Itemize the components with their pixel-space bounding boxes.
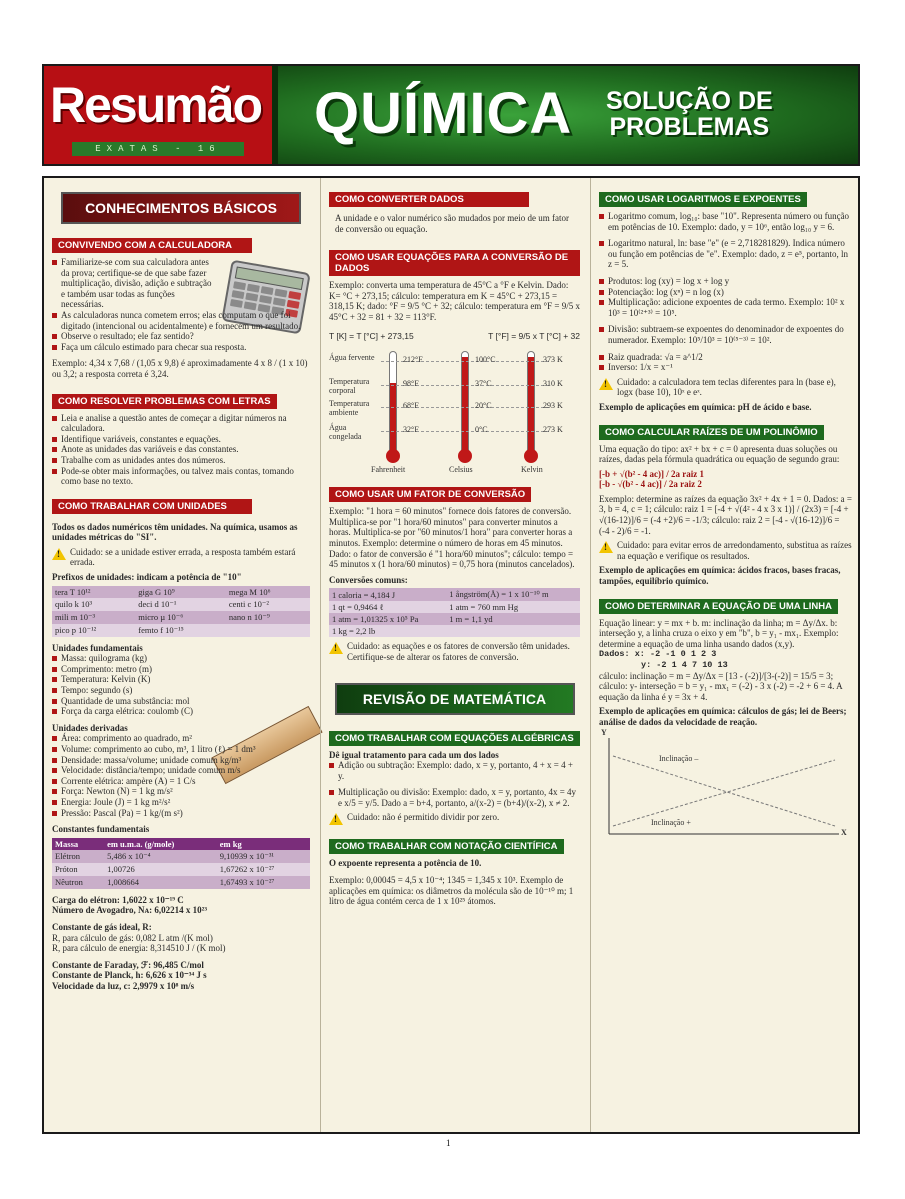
section-heading-math: REVISÃO DE MATEMÁTICA xyxy=(335,683,575,715)
list-item: Produtos: log (xy) = log x + log y xyxy=(599,276,852,287)
table-row xyxy=(52,876,310,889)
line-text: Equação linear: y = mx + b. m: inclinação da linha; m = Δy/Δx. b: interseção y, a linha cruza o eixo y em "b", b = y₁ - mx₁. Exemplo: determine a equação de uma linha usando dados (x,y). xyxy=(599,617,839,649)
temp-k-1: 373 K xyxy=(543,355,563,365)
table-cell: 9,10939 x 10⁻³¹ xyxy=(219,850,274,861)
algebra-warning-text: Cuidado: não é permitido dividir por zero. xyxy=(347,812,500,823)
table-cell: Elétron xyxy=(55,851,81,862)
list-item: Comprimento: metro (m) xyxy=(52,664,310,675)
list-item: Temperatura: Kelvin (K) xyxy=(52,674,310,685)
line-data-x: Dados: x: -2 -1 0 1 2 3 xyxy=(599,649,717,660)
page-subtitle xyxy=(606,88,773,140)
column-3 xyxy=(590,178,860,1132)
list-item: Familiarize-se com sua calculadora antes da prova; certifique-se de que sabe fazer multiplicação, divisão, adição e subtração e também usar todas as funções necessárias. xyxy=(52,257,308,310)
kelvin-thermometer xyxy=(527,351,535,455)
table-header: em kg xyxy=(217,838,310,850)
table-cell: 1,67493 x 10⁻²⁷ xyxy=(219,876,275,887)
formula-fahrenheit: T [°F] = 9/5 x T [°C] + 32 xyxy=(488,330,580,341)
prefix-table xyxy=(52,586,310,637)
table-row xyxy=(52,624,310,637)
list-item: Densidade: massa/volume; unidade comum kg/m³ xyxy=(52,755,310,766)
subheading-convert: COMO CONVERTER DADOS xyxy=(329,192,529,207)
conversions-title: Conversões comuns: xyxy=(329,574,408,585)
subheading-scientific: COMO TRABALHAR COM NOTAÇÃO CIENTÍFICA xyxy=(329,839,564,854)
title-panel xyxy=(272,66,858,164)
constants-title: Constantes fundamentais xyxy=(52,824,150,835)
table-cell: Próton xyxy=(55,864,78,875)
table-cell: 1,67262 x 10⁻²⁷ xyxy=(219,863,275,874)
polynomial-application: Exemplo de aplicações em química: ácidos fracos, bases fracas, tampões, equilíbrio químico. xyxy=(599,565,841,587)
table-cell: 1 ångström(Å) = 1 x 10⁻¹⁰ m xyxy=(449,589,549,600)
list-item: Velocidade: distância/tempo; unidade comum m/s xyxy=(52,765,310,776)
scale-celsius: Celsius xyxy=(449,465,473,475)
line-application: Exemplo de aplicações em química: cálculos de gás; lei de Beers; análise de dados da velocidade de reação. xyxy=(599,706,847,727)
units-warning-text: Cuidado: se a unidade estiver errada, a resposta também estará errada. xyxy=(70,546,296,568)
temp-f-2: 98°F xyxy=(403,379,419,389)
fahrenheit-bulb xyxy=(386,449,400,463)
list-item: Divisão: subtraem-se expoentes do denominador de expoentes do numerador. Exemplo: 10⁵/10³ = 10⁽⁵⁻³⁾ = 10². xyxy=(599,324,852,345)
list-item: Volume: comprimento ao cubo, m³, 1 litro (ℓ) = 1 dm³ xyxy=(52,744,310,755)
column-1 xyxy=(44,178,318,1132)
units-warning xyxy=(52,547,310,568)
thermometer-diagram xyxy=(329,345,580,475)
table-cell: quilo k 10³ xyxy=(55,599,93,610)
table-cell: femto f 10⁻¹⁵ xyxy=(138,624,184,635)
table-cell: 5,486 x 10⁻⁴ xyxy=(107,850,151,861)
table-cell: pico p 10⁻¹² xyxy=(55,624,97,635)
list-item: Multiplicação: adicione expoentes de cada termo. Exemplo: 10² x 10³ = 10⁽²⁺³⁾ = 10⁵. xyxy=(599,297,852,318)
table-cell: 1 atm = 1,01325 x 10⁵ Pa xyxy=(332,614,419,625)
subheading-line: COMO DETERMINAR A EQUAÇÃO DE UMA LINHA xyxy=(599,599,838,614)
prefix-title: Prefixos de unidades: indicam a potência de "10" xyxy=(52,572,242,583)
table-row xyxy=(52,586,310,598)
temp-f-1: 212°F xyxy=(403,355,423,365)
table-header: Massa xyxy=(52,838,104,850)
label-boiling: Água fervente xyxy=(329,353,375,363)
subtitle-line-2: PROBLEMAS xyxy=(609,113,770,141)
scientific-example: Exemplo: 0,00045 = 4,5 x 10⁻⁴; 1345 = 1,345 x 10³. Exemplo de aplicações em química: os diâmetros da molécula são de 10⁻¹⁰ m; 1 litro de água contém cerca de 1 x 10²⁵ átomos. xyxy=(329,875,574,907)
conversion-warning-text: Cuidado: as equações e os fatores de conversão têm unidades. Certifique-se de alterar os fatores de conversão. xyxy=(347,641,570,662)
table-header: em u.m.a. (g/mole) xyxy=(104,838,217,850)
table-cell: nano n 10⁻⁹ xyxy=(228,611,270,622)
slope-graph xyxy=(599,727,852,844)
label-room: Temperatura ambiente xyxy=(329,399,370,418)
content-frame xyxy=(42,176,860,1134)
algebra-warning xyxy=(329,812,580,825)
list-item: Potenciação: log (xⁿ) = n log (x) xyxy=(599,287,852,298)
table-row xyxy=(52,863,310,876)
list-item: Força da carga elétrica: coulomb (C) xyxy=(52,706,310,717)
table-row xyxy=(52,611,310,624)
avogadro-number: Número de Avogadro, Nᴀ: 6,02214 x 10²³ xyxy=(52,905,208,916)
table-cell: giga G 10⁹ xyxy=(138,586,175,597)
brand-logo xyxy=(44,66,272,164)
logarithm-application: Exemplo de aplicações em química: pH de ácido e base. xyxy=(599,401,812,412)
root-2-formula: [-b - √(b² - 4 ac)] / 2a raiz 2 xyxy=(599,479,702,490)
subheading-factor: COMO USAR UM FATOR DE CONVERSÃO xyxy=(329,487,531,502)
temp-c-1: 100°C xyxy=(475,355,496,365)
list-item: Pressão: Pascal (Pa) = 1 kg/(m s²) xyxy=(52,808,310,819)
table-cell: mega M 10⁶ xyxy=(228,586,271,597)
root-1-formula: [-b + √(b² - 4 ac)] / 2a raiz 1 xyxy=(599,468,704,479)
table-cell: tera T 10¹² xyxy=(55,586,91,597)
table-cell: centi c 10⁻² xyxy=(228,598,269,609)
warning-icon xyxy=(329,813,343,825)
formula-kelvin: T [K] = T [°C] + 273,15 xyxy=(329,330,414,341)
list-item: As calculadoras nunca cometem erros; elas computam o que foi digitado (intencional ou acidentalmente) e fornecem um resultado. xyxy=(52,310,308,331)
table-cell xyxy=(226,624,310,637)
logarithm-warning-text: Cuidado: a calculadora tem teclas diferentes para ln (base e), logx (base 10), 10ˣ e eˣ. xyxy=(617,376,836,398)
table-cell: 1,00726 xyxy=(107,864,135,875)
list-item: Logaritmo natural, ln: base "e" (e = 2,718281829). Indica número ou função em potências de "e". Exemplo: dado, z = e⁵, portanto, ln z = 5. xyxy=(599,238,852,270)
calculator-list xyxy=(52,257,310,352)
subheading-logarithms: COMO USAR LOGARITMOS E EXPOENTES xyxy=(599,192,807,207)
table-row xyxy=(329,588,580,601)
table-row xyxy=(329,625,580,637)
subheading-algebra: COMO TRABALHAR COM EQUAÇÕES ALGÉBRICAS xyxy=(329,731,580,746)
subheading-solve: COMO RESOLVER PROBLEMAS COM LETRAS xyxy=(52,394,277,409)
table-cell: 1 kg = 2,2 lb xyxy=(332,626,376,637)
temp-c-4: 0°C xyxy=(475,425,488,435)
gas-constant-1: R, para cálculo de gás: 0,082 L atm /(K mol) xyxy=(52,932,213,943)
warning-icon xyxy=(599,378,613,390)
table-cell: 1 caloria = 4,184 J xyxy=(332,589,396,600)
list-item: Raiz quadrada: √a = a^1/2 xyxy=(599,352,852,363)
scale-kelvin: Kelvin xyxy=(521,465,543,475)
thermometer-formulas xyxy=(329,331,580,342)
calculator-example: Exemplo: 4,34 x 7,68 / (1,05 x 9,8) é aproximadamente 4 x 8 / (1 x 10) ou 3,2; a resposta correta é 3,24. xyxy=(52,358,308,379)
list-item: Energia: Joule (J) = 1 kg m²/s² xyxy=(52,797,310,808)
list-item: Tempo: segundo (s) xyxy=(52,685,310,696)
constants-table xyxy=(52,838,310,889)
graph-negative-label: Inclinação – xyxy=(659,753,699,763)
table-cell: 1 m = 1,1 yd xyxy=(449,614,493,625)
table-row xyxy=(52,850,310,863)
fundamental-units-list xyxy=(52,653,310,717)
equation-example: Exemplo: converta uma temperatura de 45°C a °F e Kelvin. Dado: K= °C + 273,15; cálculo: temperatura em K = 45°C + 273,15 = 318,15 K; dado: °F = 9/5 °C + 32; cálculo: temperatura em °F = 9/5 x 45°C + 32 = 81 + 32 = 113°F. xyxy=(329,280,580,322)
fahrenheit-thermometer xyxy=(389,351,397,455)
page-number: 1 xyxy=(446,1138,451,1148)
warning-icon xyxy=(52,548,66,560)
algebra-list xyxy=(329,760,580,808)
subheading-units: COMO TRABALHAR COM UNIDADES xyxy=(52,499,252,514)
subheading-equations: COMO USAR EQUAÇÕES PARA A CONVERSÃO DE DADOS xyxy=(329,250,580,276)
electron-charge: Carga do elétron: 1,6022 x 10⁻¹⁹ C xyxy=(52,894,184,905)
scientific-intro: O expoente representa a potência de 10. xyxy=(329,858,482,869)
table-cell: 1 qt = 0,9464 ℓ xyxy=(332,602,384,613)
temp-f-3: 68°F xyxy=(403,401,419,411)
page-title: QUÍMICA xyxy=(314,81,573,146)
temp-f-4: 32°F xyxy=(403,425,419,435)
list-item: Faça um cálculo estimado para checar sua resposta. xyxy=(52,342,308,353)
list-item: Observe o resultado; ele faz sentido? xyxy=(52,331,308,342)
polynomial-text: Uma equação do tipo: ax² + bx + c = 0 apresenta duas soluções ou raízes, dadas pela fórmula quadrática ou equação de segundo grau: xyxy=(599,443,840,465)
line-data-y: y: -2 1 4 7 10 13 xyxy=(641,660,728,670)
list-item: Anote as unidades das variáveis e das constantes. xyxy=(52,444,310,455)
list-item: Adição ou subtração: Exemplo: dado, x = y, portanto, 4 + x = 4 + y. xyxy=(329,760,580,781)
list-item: Quantidade de uma substância: mol xyxy=(52,696,310,707)
table-cell: 1,008664 xyxy=(107,877,139,888)
temp-c-3: 20°C xyxy=(475,401,492,411)
gas-constant-title: Constante de gás ideal, R: xyxy=(52,921,152,932)
column-2 xyxy=(320,178,588,1132)
fundamental-units-title: Unidades fundamentais xyxy=(52,642,143,653)
section-heading-basics: CONHECIMENTOS BÁSICOS xyxy=(61,192,301,224)
table-row xyxy=(329,601,580,613)
table-cell xyxy=(446,625,580,637)
list-item: Inverso: 1/x = x⁻¹ xyxy=(599,362,852,373)
list-item: Leia e analise a questão antes de começar a digitar números na calculadora. xyxy=(52,413,310,434)
logo-subtitle: EXATAS - 16 xyxy=(72,142,244,156)
speed-of-light: Velocidade da luz, c: 2,9979 x 10⁸ m/s xyxy=(52,980,195,991)
table-cell: micro µ 10⁻⁶ xyxy=(138,611,184,622)
header-banner xyxy=(42,64,860,166)
table-cell: Nêutron xyxy=(55,877,83,888)
derived-units-title: Unidades derivadas xyxy=(52,722,128,733)
logo-wordmark: Resumão xyxy=(50,77,262,133)
warning-icon xyxy=(599,541,613,553)
temp-k-2: 310 K xyxy=(543,379,563,389)
line-calculation: cálculo: inclinação = m = Δy/Δx = [13 - (-2)]/[3-(-2)] = 15/5 = 3; cálculo: y- interseção = b = y₁ - mx₁ = (-2) - 3 x (-2) = -2 + 6 = 4. A equação da linha é y = 3x + 4. xyxy=(599,670,843,702)
convert-text: A unidade e o valor numérico são mudados por meio de um fator de conversão ou equação. xyxy=(335,213,569,234)
conversion-warning xyxy=(329,641,580,662)
graph-x-label: X xyxy=(841,827,847,837)
gas-constant-2: R, para cálculo de energia: 8,314510 J / (K mol) xyxy=(52,943,226,954)
subtitle-line-1: SOLUÇÃO DE xyxy=(606,87,773,115)
derived-units-list xyxy=(52,733,310,818)
kelvin-bulb xyxy=(524,449,538,463)
units-intro: Todos os dados numéricos têm unidades. Na química, usamos as unidades métricas do "SI". xyxy=(52,521,298,543)
slope-graph-svg xyxy=(599,734,849,842)
polynomial-example: Exemplo: determine as raízes da equação 3x² + 4x + 1 = 0. Dados: a = 3, b = 4, c = 1; cálculo: raiz 1 = [-4 + √(4² - 4 x 3 x 1)] / (2x3) = [-4 + √(16-12)]/6 = (-4 +2)/6 = -1/3; cálculo: raiz 2 = [-4 - √(16-12)]/6 = (-4 - 2)/6 = -1. xyxy=(599,493,852,536)
list-item: Logaritmo comum, log₁₀: base "10". Representa número ou função em potências de 10. Exemplo: dado, y = 10⁶, então log₁₀ y = 6. xyxy=(599,211,852,232)
list-item: Pode-se obter mais informações, ou talvez mais contas, tomando como base no texto. xyxy=(52,466,310,487)
table-cell: mili m 10⁻³ xyxy=(55,611,96,622)
list-item: Identifique variáveis, constantes e equações. xyxy=(52,434,310,445)
table-row xyxy=(52,598,310,611)
list-item: Trabalhe com as unidades antes dos números. xyxy=(52,455,310,466)
subheading-calculator: CONVIVENDO COM A CALCULADORA xyxy=(52,238,252,253)
list-item: Corrente elétrica: ampère (A) = 1 C/s xyxy=(52,776,310,787)
table-cell: deci d 10⁻¹ xyxy=(138,598,177,609)
list-item: Área: comprimento ao quadrado, m² xyxy=(52,733,310,744)
celsius-bulb xyxy=(458,449,472,463)
graph-y-label: Y xyxy=(601,727,607,737)
negative-slope-line xyxy=(613,753,835,826)
list-item: Força: Newton (N) = 1 kg m/s² xyxy=(52,786,310,797)
label-body: Temperatura corporal xyxy=(329,377,370,396)
solve-list xyxy=(52,413,310,487)
subheading-polynomial: COMO CALCULAR RAÍZES DE UM POLINÔMIO xyxy=(599,425,824,440)
table-header-row xyxy=(52,838,310,850)
polynomial-warning xyxy=(599,540,852,561)
logarithm-list xyxy=(599,211,852,373)
conversions-table xyxy=(329,588,580,637)
positive-slope-line xyxy=(613,760,835,826)
label-freezing: Água congelada xyxy=(329,423,362,442)
factor-text: Exemplo: "1 hora = 60 minutos" fornece dois fatores de conversão. Multiplica-se por "1 hora/60 minutos" para converter minutos a horas. Multiplica-se por "60 minutos/1 hora" para converter horas a minutos. Exemplo: determine o número de horas em 45 minutos. Dado: o fator de conversão é "1 hora/60 minutos"; cálculo: tempo = 45 minutos x (1 hora/60 minutos) = 0,75 hora (minutos cancelados). xyxy=(329,506,575,570)
warning-icon xyxy=(329,642,343,654)
table-row xyxy=(329,613,580,625)
temp-c-2: 37°C xyxy=(475,379,492,389)
polynomial-warning-text: Cuidado: para evitar erros de arredondamento, substitua as raízes na equação e verifique os resultados. xyxy=(617,540,852,561)
temp-k-4: 273 K xyxy=(543,425,563,435)
logarithm-warning xyxy=(599,377,852,398)
graph-positive-label: Inclinação + xyxy=(651,817,691,827)
algebra-intro: Dê igual tratamento para cada um dos lados xyxy=(329,749,499,760)
list-item: Massa: quilograma (kg) xyxy=(52,653,310,664)
temp-k-3: 293 K xyxy=(543,401,563,411)
table-cell: 1 atm = 760 mm Hg xyxy=(449,602,519,613)
celsius-thermometer xyxy=(461,351,469,455)
planck-constant: Constante de Planck, h: 6,626 x 10⁻³⁴ J s xyxy=(52,970,207,981)
scale-fahrenheit: Fahrenheit xyxy=(371,465,406,475)
faraday-constant: Constante de Faraday, ℱ: 96,485 C/mol xyxy=(52,959,204,970)
list-item: Multiplicação ou divisão: Exemplo: dado, x = y, portanto, 4x = 4y e x/5 = y/5. Dado a = b+4, portanto, a/(x-2) = (b+4)/(x-2), x ≠ 2. xyxy=(329,787,580,808)
